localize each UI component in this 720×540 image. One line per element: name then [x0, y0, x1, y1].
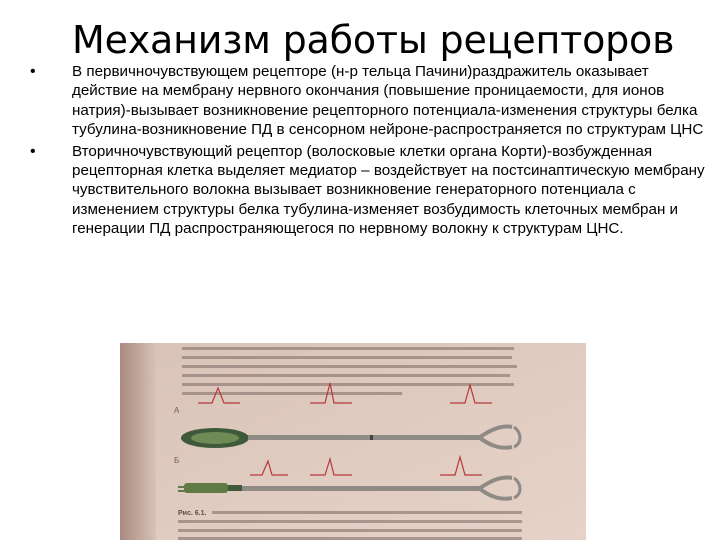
bullet-dot: • — [30, 63, 36, 80]
textbook-page-figure — [120, 343, 586, 540]
bullet-text: Вторичночувствующий рецептор (волосковые клетки органа Корти)-возбужденная рецепторная клетка выделяет медиатор – воздействует на постсинаптическую мембрану чувствительного волокна вызывает возникновение генераторного потенциала с изменением структуры белка тубулина-изменяет возбудимость клеточных мембран и генерации ПД распространяющегося по нервному волокну к структурам ЦНС. — [72, 142, 705, 238]
slide-title: Механизм работы рецепторов — [72, 18, 675, 62]
page-left-edge — [120, 343, 156, 540]
axon-a — [248, 435, 480, 440]
figure-label-b: Б — [174, 456, 180, 465]
figure-label-a: А — [174, 406, 180, 415]
bullet-secondary-receptor — [30, 142, 715, 239]
bullet-dot: • — [30, 142, 36, 160]
bullet-primary-receptor — [30, 62, 715, 140]
figure-caption-lead: Рис. 6.1. — [178, 510, 207, 517]
bullet-text: В первичночувствующем рецепторе (н-р тельца Пачини)раздражитель оказывает действие на мембрану нервного окончания (повышение проницаемости, для ионов натрия)-вызывает возникновение рецепторного потенциала-изменения структуры белка тубулина-возникновение ПД в сенсорном нейроне-распространяется по структурам ЦНС — [72, 63, 704, 139]
axon-b — [242, 486, 480, 491]
bullet-list — [30, 62, 715, 239]
textbook-photo — [120, 343, 586, 540]
